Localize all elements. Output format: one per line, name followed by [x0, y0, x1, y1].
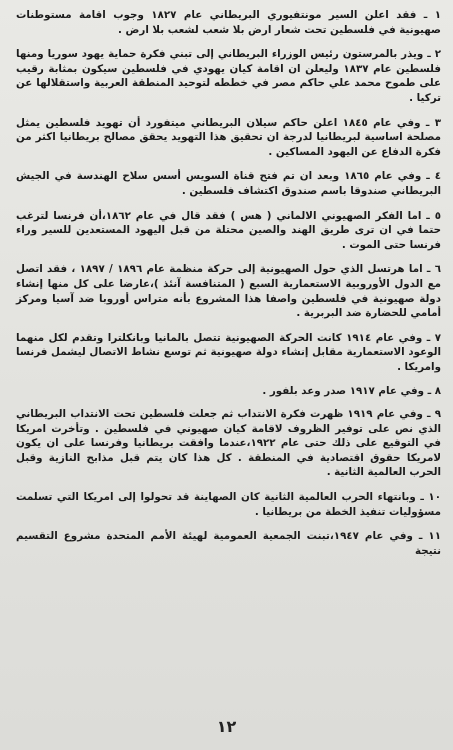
list-item-10: ١٠ ـ وبانتهاء الحرب العالمية الثانية كان الصهاينة قد تحولوا إلى امريكا التي تسلمت مسؤوليات تنفيذ الخطة من بريطانيا . — [16, 491, 441, 518]
list-item-6: ٦ ـ اما هرتسل الذي حول الصهيونية إلى حركة منظمة عام ١٨٩٦ / ١٨٩٧ ، فقد اتصل مع الدول الأوروبية الاستعمارية السبع ( المتنافسة آنئذ )،عارضا على كل منها إنشاء دولة صهيونية في فلسطين واصفا هذا المشروع بأنه متراس أوروبا ضد آسيا ومركز أمامي للحضارة ضد البربرية . — [16, 263, 442, 320]
list-item-8: ٨ ـ وفي عام ١٩١٧ صدر وعد بلفور . — [262, 385, 441, 398]
list-item-3: ٣ ـ وفي عام ١٨٤٥ اعلن حاكم سيلان البريطاني ميتفورد أن تهويد فلسطين يمثل مصلحة اساسية لبريطانيا لدرجة ان تحقيق هذا التهويد يحقق مصالح بريطانيا اكثر من فكرة الدفاع عن اليهود المساكين . — [16, 116, 441, 158]
list-item-1: ١ ـ فقد اعلن السير مونتفيوري البريطاني عام ١٨٢٧ وجوب اقامة مستوطنات صهيونية في فلسطين تحت شعار ارض بلا شعب لشعب بلا ارض . — [16, 9, 441, 36]
page-number: ١٢ — [216, 717, 237, 736]
list-item-11: ١١ ـ وفي عام ١٩٤٧،تبنت الجمعية العمومية لهيئة الأمم المتحدة مشروع التقسيم نتيجة — [16, 530, 441, 557]
list-item-2: ٢ ـ ويذر بالمرستون رئيس الوزراء البريطاني إلى تبني فكرة حماية يهود سوريا ومنها فلسطين عام ١٨٣٧ وليعلن ان اقامة كيان يهودي في فلسطين سيكون بمثابة رقيب على طموح محمد علي حاكم مصر في خططه لتوحيد المنطقة العربية واستقلالها عن تركيا . — [16, 48, 442, 104]
list-item-5: ٥ ـ اما الفكر الصهيوني الالماني ( هس ) فقد قال في عام ١٨٦٢،أن فرنسا لترغب حتما في ان ترى طريق الهند والصين محتلة من قبل اليهود المستعدين للسير وراء فرنسا حتى الموت . — [16, 209, 441, 251]
list-item-4: ٤ ـ وفي عام ١٨٦٥ وبعد ان تم فتح قناة السويس أسس سلاح الهندسة في الجيش البريطاني صندوقا باسم صندوق اكتشاف فلسطين . — [16, 170, 441, 197]
list-item-7: ٧ ـ وفي عام ١٩١٤ كانت الحركة الصهيونية تتصل بالمانيا وبانكلترا وتقدم لكل منهما الوعود الاستعمارية مقابل إنشاء دولة صهيونية ثم توسع نشاط الاتصال ليشمل فرنسا وامريكا . — [16, 331, 441, 373]
list-item-9: ٩ ـ وفي عام ١٩١٩ ظهرت فكرة الانتداب ثم جعلت فلسطين تحت الانتداب البريطاني الذي نص على توفير الظروف لاقامة كيان صهيوني في فلسطين . وتأخرت امريكا في التوقيع على ذلك حتى عام ١٩٢٢،عندما وافقت بريطانيا وفرنسا على ان يكون لامريكا حقوق اقتصادية في المنطقة . كل هذا كان يتم قبل مذابح النازية وقبل الحرب العالمية الثانية . — [16, 408, 441, 479]
